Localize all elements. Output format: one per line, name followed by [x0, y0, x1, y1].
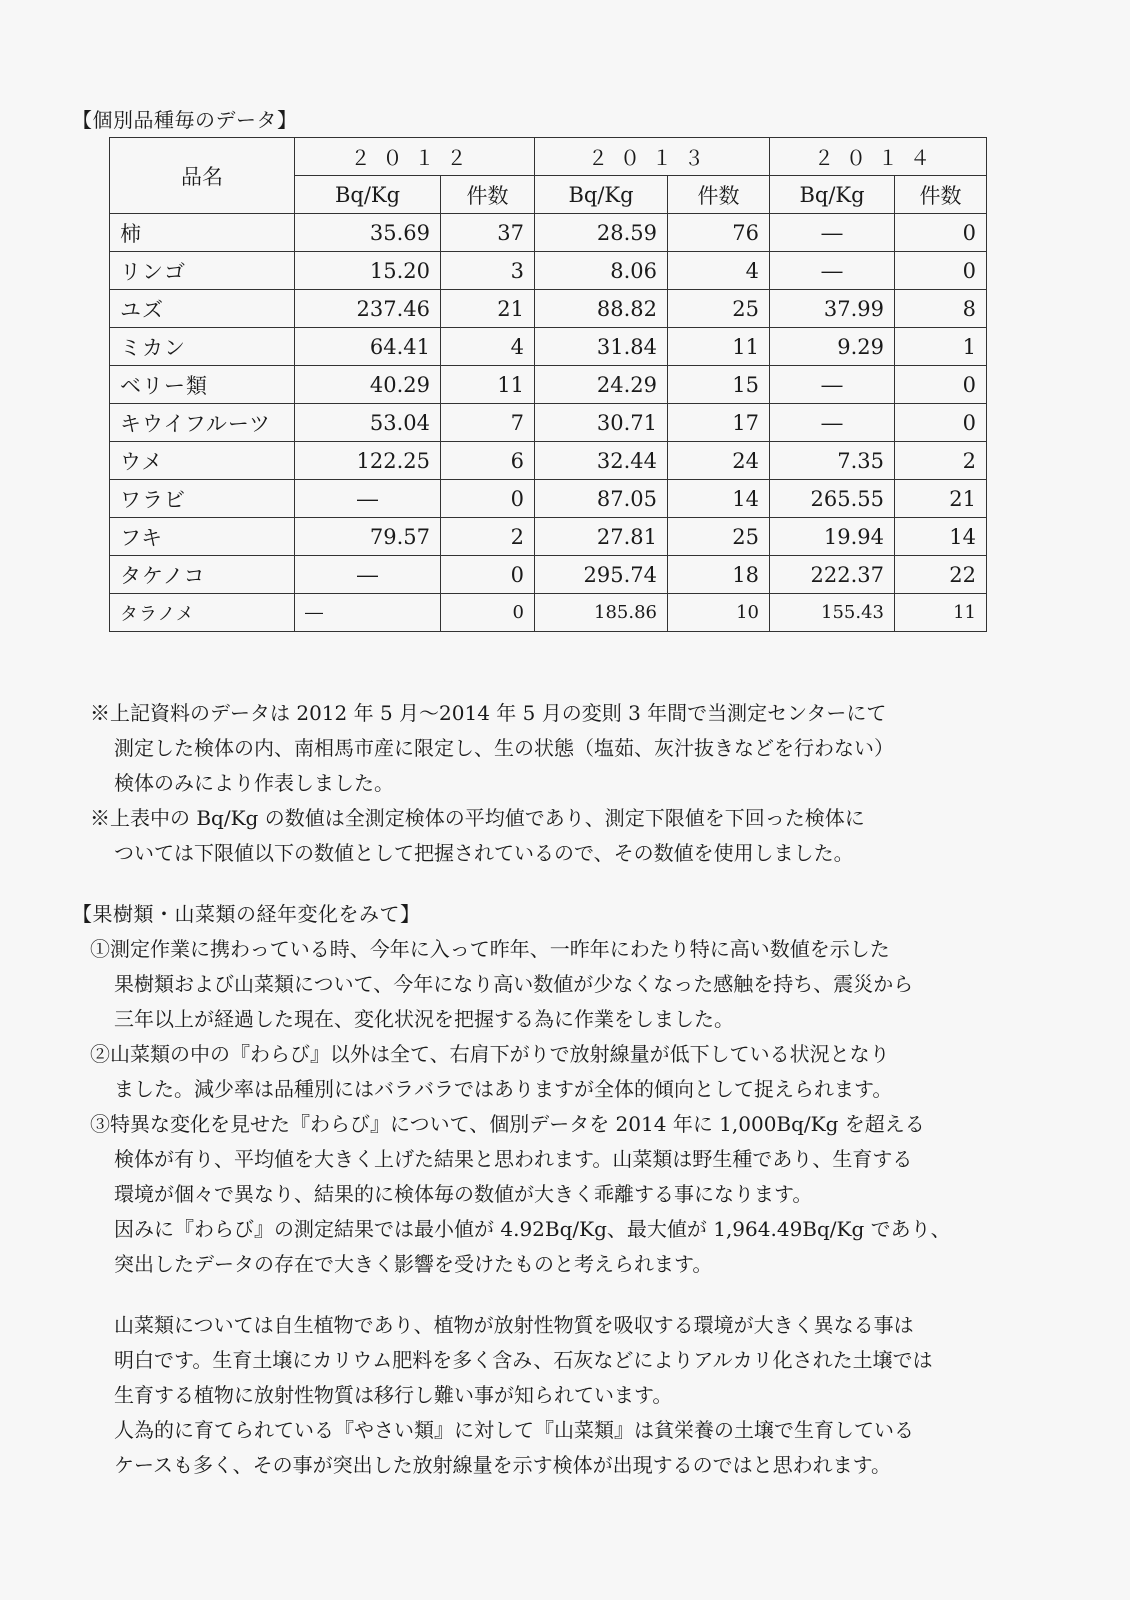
count-cell: 1	[895, 328, 987, 366]
value-cell: 15.20	[295, 252, 441, 290]
count-cell: 2	[895, 442, 987, 480]
header-unit: Bq/Kg	[770, 176, 895, 214]
count-cell: 25	[668, 290, 770, 328]
count-cell: 0	[895, 404, 987, 442]
note-line: 検体のみにより作表しました。	[114, 771, 394, 795]
table-row	[110, 556, 987, 594]
value-cell: 7.35	[770, 442, 895, 480]
note-line: ついては下限値以下の数値として把握されているので、その数値を使用しました。	[114, 841, 854, 865]
data-table	[109, 137, 987, 632]
item-name-cell: ユズ	[110, 290, 295, 328]
value-cell: ―	[295, 556, 441, 594]
count-cell: 8	[895, 290, 987, 328]
count-cell: 0	[441, 594, 535, 632]
note-line: ※上表中の Bq/Kg の数値は全測定検体の平均値であり、測定下限値を下回った検体に	[90, 806, 865, 830]
count-cell: 21	[441, 290, 535, 328]
value-cell: 79.57	[295, 518, 441, 556]
item-name-cell: フキ	[110, 518, 295, 556]
point-line: 果樹類および山菜類について、今年になり高い数値が少なくなった感触を持ち、震災から	[114, 972, 914, 996]
header-count: 件数	[441, 176, 535, 214]
count-cell: 0	[895, 366, 987, 404]
closing-line: 生育する植物に放射性物質は移行し難い事が知られています。	[114, 1383, 673, 1407]
count-cell: 22	[895, 556, 987, 594]
closing-line: ケースも多く、その事が突出した放射線量を示す検体が出現するのではと思われます。	[114, 1453, 891, 1477]
item-name-cell: ワラビ	[110, 480, 295, 518]
section-title-data: 【個別品種毎のデータ】	[72, 108, 298, 132]
value-cell: 27.81	[535, 518, 668, 556]
count-cell: 0	[895, 252, 987, 290]
value-cell: 24.29	[535, 366, 668, 404]
value-cell: 30.71	[535, 404, 668, 442]
value-cell: 32.44	[535, 442, 668, 480]
analysis-block	[90, 932, 951, 1282]
note-line: 測定した検体の内、南相馬市産に限定し、生の状態（塩茹、灰汁抜きなどを行わない）	[114, 736, 894, 760]
value-cell: 40.29	[295, 366, 441, 404]
header-item-name: 品名	[110, 138, 295, 214]
count-cell: 10	[668, 594, 770, 632]
item-name-cell: リンゴ	[110, 252, 295, 290]
section-title-analysis: 【果樹類・山菜類の経年変化をみて】	[72, 902, 421, 926]
notes-block	[90, 696, 894, 871]
point-line: 突出したデータの存在で大きく影響を受けたものと考えられます。	[114, 1252, 713, 1276]
item-name-cell: ミカン	[110, 328, 295, 366]
count-cell: 11	[895, 594, 987, 632]
count-cell: 0	[441, 480, 535, 518]
value-cell: ―	[770, 366, 895, 404]
count-cell: 6	[441, 442, 535, 480]
point-line: ました。減少率は品種別にはバラバラではありますが全体的傾向として捉えられます。	[114, 1077, 893, 1101]
item-name-cell: ベリー類	[110, 366, 295, 404]
value-cell: 31.84	[535, 328, 668, 366]
value-cell: ―	[770, 214, 895, 252]
count-cell: 4	[668, 252, 770, 290]
table-row	[110, 442, 987, 480]
count-cell: 25	[668, 518, 770, 556]
value-cell: ―	[770, 252, 895, 290]
value-cell: 37.99	[770, 290, 895, 328]
item-name-cell: ウメ	[110, 442, 295, 480]
header-count: 件数	[668, 176, 770, 214]
count-cell: 37	[441, 214, 535, 252]
count-cell: 3	[441, 252, 535, 290]
table-row	[110, 480, 987, 518]
count-cell: 11	[441, 366, 535, 404]
value-cell: 185.86	[535, 594, 668, 632]
table-row	[110, 518, 987, 556]
header-year-2012: ２０１２	[295, 138, 535, 176]
point-line: ②山菜類の中の『わらび』以外は全て、右肩下がりで放射線量が低下している状況となり	[90, 1042, 890, 1066]
value-cell: ―	[770, 404, 895, 442]
point-line: 因みに『わらび』の測定結果では最小値が 4.92Bq/Kg、最大値が 1,964.49Bq/Kg であり、	[114, 1217, 951, 1241]
item-name-cell: キウイフルーツ	[110, 404, 295, 442]
count-cell: 17	[668, 404, 770, 442]
count-cell: 11	[668, 328, 770, 366]
item-name-cell: タケノコ	[110, 556, 295, 594]
point-line: ①測定作業に携わっている時、今年に入って昨年、一昨年にわたり特に高い数値を示した	[90, 937, 890, 961]
table-row	[110, 290, 987, 328]
count-cell: 18	[668, 556, 770, 594]
count-cell: 14	[668, 480, 770, 518]
closing-line: 山菜類については自生植物であり、植物が放射性物質を吸収する環境が大きく異なる事は	[114, 1313, 914, 1337]
header-unit: Bq/Kg	[535, 176, 668, 214]
header-year-2013: ２０１３	[535, 138, 770, 176]
table-body	[110, 214, 987, 632]
value-cell: 155.43	[770, 594, 895, 632]
count-cell: 0	[895, 214, 987, 252]
point-line: ③特異な変化を見せた『わらび』について、個別データを 2014 年に 1,000Bq/Kg を超える	[90, 1112, 925, 1136]
value-cell: 9.29	[770, 328, 895, 366]
value-cell: ―	[295, 480, 441, 518]
count-cell: 7	[441, 404, 535, 442]
value-cell: 35.69	[295, 214, 441, 252]
item-name-cell: 柿	[110, 214, 295, 252]
count-cell: 15	[668, 366, 770, 404]
value-cell: 53.04	[295, 404, 441, 442]
count-cell: 2	[441, 518, 535, 556]
header-unit: Bq/Kg	[295, 176, 441, 214]
closing-line: 明白です。生育土壌にカリウム肥料を多く含み、石灰などによりアルカリ化された土壌では	[114, 1348, 933, 1372]
table-row	[110, 328, 987, 366]
header-year-2014: ２０１４	[770, 138, 987, 176]
value-cell: ―	[295, 594, 441, 632]
note-line: ※上記資料のデータは 2012 年 5 月～2014 年 5 月の変則 3 年間で当測定センターにて	[90, 701, 887, 725]
point-line: 三年以上が経過した現在、変化状況を把握する為に作業をしました。	[114, 1007, 734, 1031]
table-row	[110, 214, 987, 252]
closing-line: 人為的に育てられている『やさい類』に対して『山菜類』は貧栄養の土壌で生育している	[114, 1418, 914, 1442]
count-cell: 76	[668, 214, 770, 252]
value-cell: 19.94	[770, 518, 895, 556]
point-line: 環境が個々で異なり、結果的に検体毎の数値が大きく乖離する事になります。	[114, 1182, 813, 1206]
point-line: 検体が有り、平均値を大きく上げた結果と思われます。山菜類は野生種であり、生育する	[114, 1147, 913, 1171]
value-cell: 265.55	[770, 480, 895, 518]
table-row	[110, 594, 987, 632]
header-count: 件数	[895, 176, 987, 214]
value-cell: 64.41	[295, 328, 441, 366]
count-cell: 14	[895, 518, 987, 556]
value-cell: 237.46	[295, 290, 441, 328]
table-row	[110, 252, 987, 290]
item-name-cell: タラノメ	[110, 594, 295, 632]
table-row	[110, 366, 987, 404]
count-cell: 0	[441, 556, 535, 594]
value-cell: 222.37	[770, 556, 895, 594]
count-cell: 21	[895, 480, 987, 518]
count-cell: 24	[668, 442, 770, 480]
value-cell: 28.59	[535, 214, 668, 252]
value-cell: 8.06	[535, 252, 668, 290]
value-cell: 88.82	[535, 290, 668, 328]
value-cell: 295.74	[535, 556, 668, 594]
closing-paragraph	[114, 1308, 933, 1483]
value-cell: 122.25	[295, 442, 441, 480]
count-cell: 4	[441, 328, 535, 366]
value-cell: 87.05	[535, 480, 668, 518]
table-row	[110, 404, 987, 442]
